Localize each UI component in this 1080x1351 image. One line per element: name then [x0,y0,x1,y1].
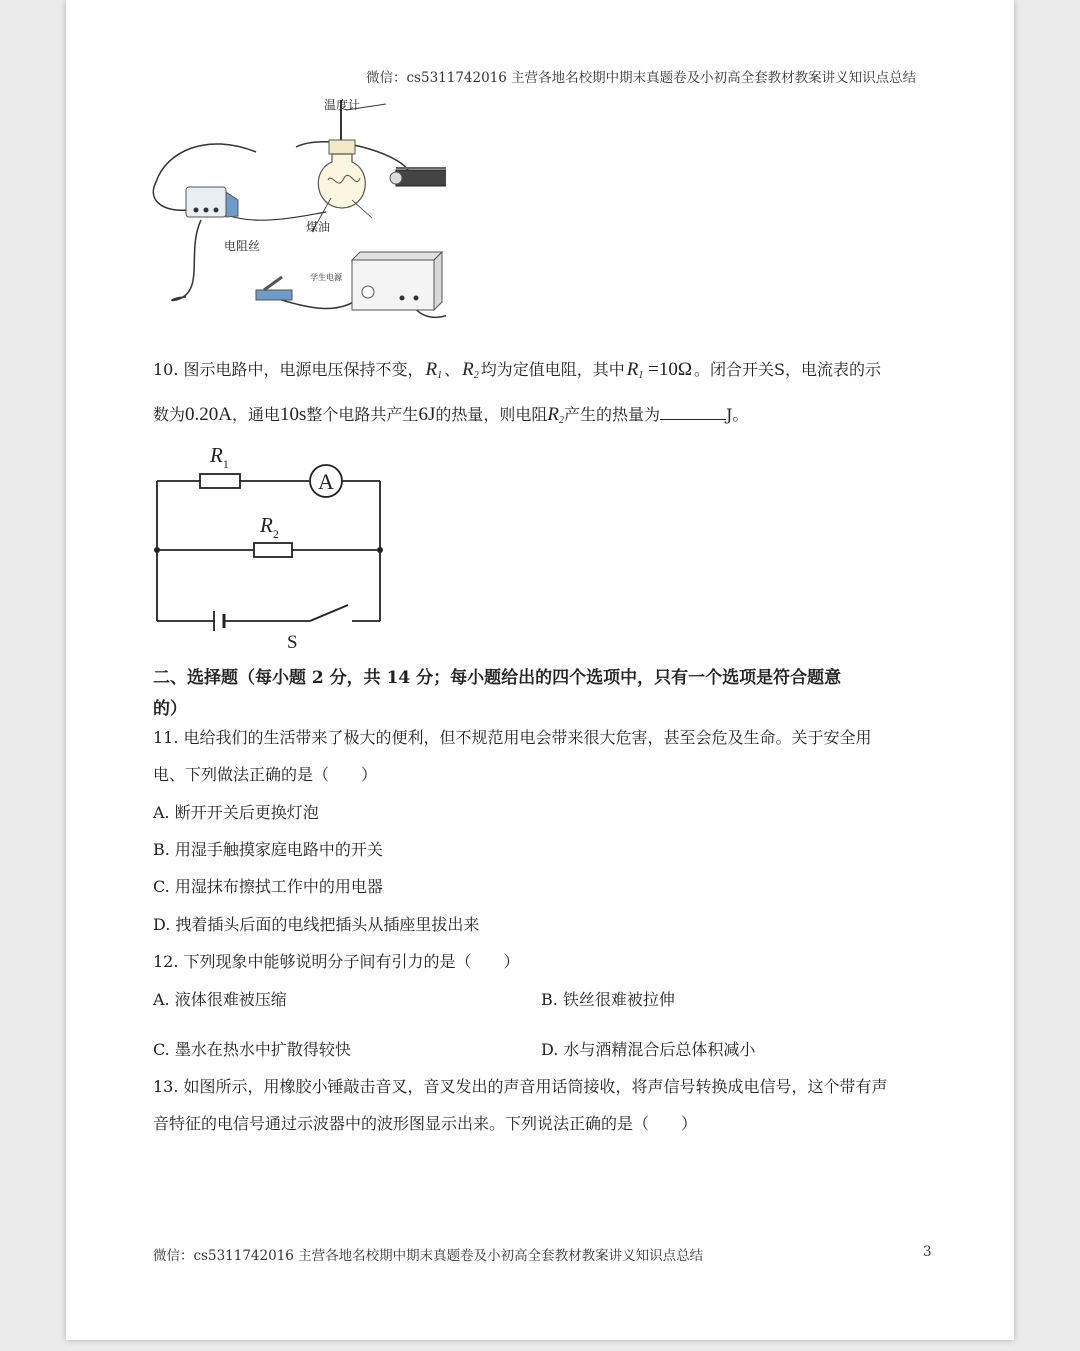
q10-r2-ref: $R_2$ [547,404,564,426]
q10-heat: 6J [418,404,436,425]
q10-text-part: 数为 [153,405,186,424]
q10-text-part: 。闭合开关S，电流表的示 [694,360,881,379]
question-11-line-1: 11. 电给我们的生活带来了极大的便利，但不规范用电会带来很大危害，甚至会危及生命。关于安全用 [153,728,872,747]
question-11-line-2: 电、下列做法正确的是（ ） [153,765,378,784]
section-2-heading-line-1: 二、选择题（每小题 2 分，共 14 分；每小题给出的四个选项中，只有一个选项是符合题意 [153,668,842,688]
question-13-line-2: 音特征的电信号通过示波器中的波形图显示出来。下列说法正确的是（ ） [153,1114,698,1133]
q10-r1: $R_1$ [425,359,443,381]
question-13-line-1: 13. 如图所示，用橡胶小锤敲击音叉，音叉发出的声音用话筒接收，将声信号转换成电信号，这个带有声 [153,1077,888,1096]
q10-text-part: 的热量，则电阻 [435,405,548,424]
q12-option-a[interactable]: A. 液体很难被压缩 [153,990,287,1009]
question-10-line-1 [153,360,881,386]
q11-option-d[interactable]: D. 拽着插头后面的电线把插头从插座里拔出来 [153,915,480,934]
apparatus-illustration [146,92,446,328]
q10-text-part: 、 [444,360,461,379]
circuit-diagram [152,440,392,655]
question-12-stem: 12. 下列现象中能够说明分子间有引力的是（ ） [153,952,520,971]
label-power-supply: 学生电源 [310,273,342,282]
q10-unit: J。 [725,405,749,424]
q10-text-part: 产生的热量为 [563,405,660,424]
q10-time: 10s [280,404,307,425]
page-number: 3 [923,1244,932,1260]
q11-option-a[interactable]: A. 断开开关后更换灯泡 [153,803,319,822]
document-page [66,0,1014,1340]
q11-option-c[interactable]: C. 用湿抹布擦拭工作中的用电器 [153,877,383,896]
q10-text-part: 10. 图示电路中，电源电压保持不变， [153,360,424,379]
footer-text: 微信：cs5311742016 主营各地名校期中期末真题卷及小初高全套教材教案讲义知识点总结 [153,1248,704,1264]
switch-label: S [287,632,298,653]
q10-r1-value: $R_1 =10\Omega$ [626,359,692,381]
q10-text-part: 整个电路共产生 [306,405,419,424]
q11-option-b[interactable]: B. 用湿手触摸家庭电路中的开关 [153,840,383,859]
q10-r2: $R_2$ [462,359,479,381]
q10-text-part: ，通电 [232,405,281,424]
r1-label: $R_1$ [210,443,229,471]
q12-option-c[interactable]: C. 墨水在热水中扩散得较快 [153,1040,351,1059]
header-text: 微信：cs5311742016 主营各地名校期中期末真题卷及小初高全套教材教案讲义知识点总结 [366,70,917,86]
label-resistance-wire: 电阻丝 [224,239,261,253]
q10-text-part: 均为定值电阻，其中 [480,360,625,379]
q12-option-b[interactable]: B. 铁丝很难被拉伸 [541,990,675,1009]
q10-current: 0.20A [185,404,232,425]
r2-label: $R_2$ [260,513,279,541]
section-2-heading-line-2: 的） [153,699,187,719]
ammeter-symbol: A [318,469,334,494]
label-kerosene: 煤油 [306,220,331,234]
answer-blank[interactable] [660,405,726,420]
q12-option-d[interactable]: D. 水与酒精混合后总体积减小 [541,1040,756,1059]
question-10-line-2 [153,405,748,431]
label-thermometer: 温度计 [324,98,361,112]
